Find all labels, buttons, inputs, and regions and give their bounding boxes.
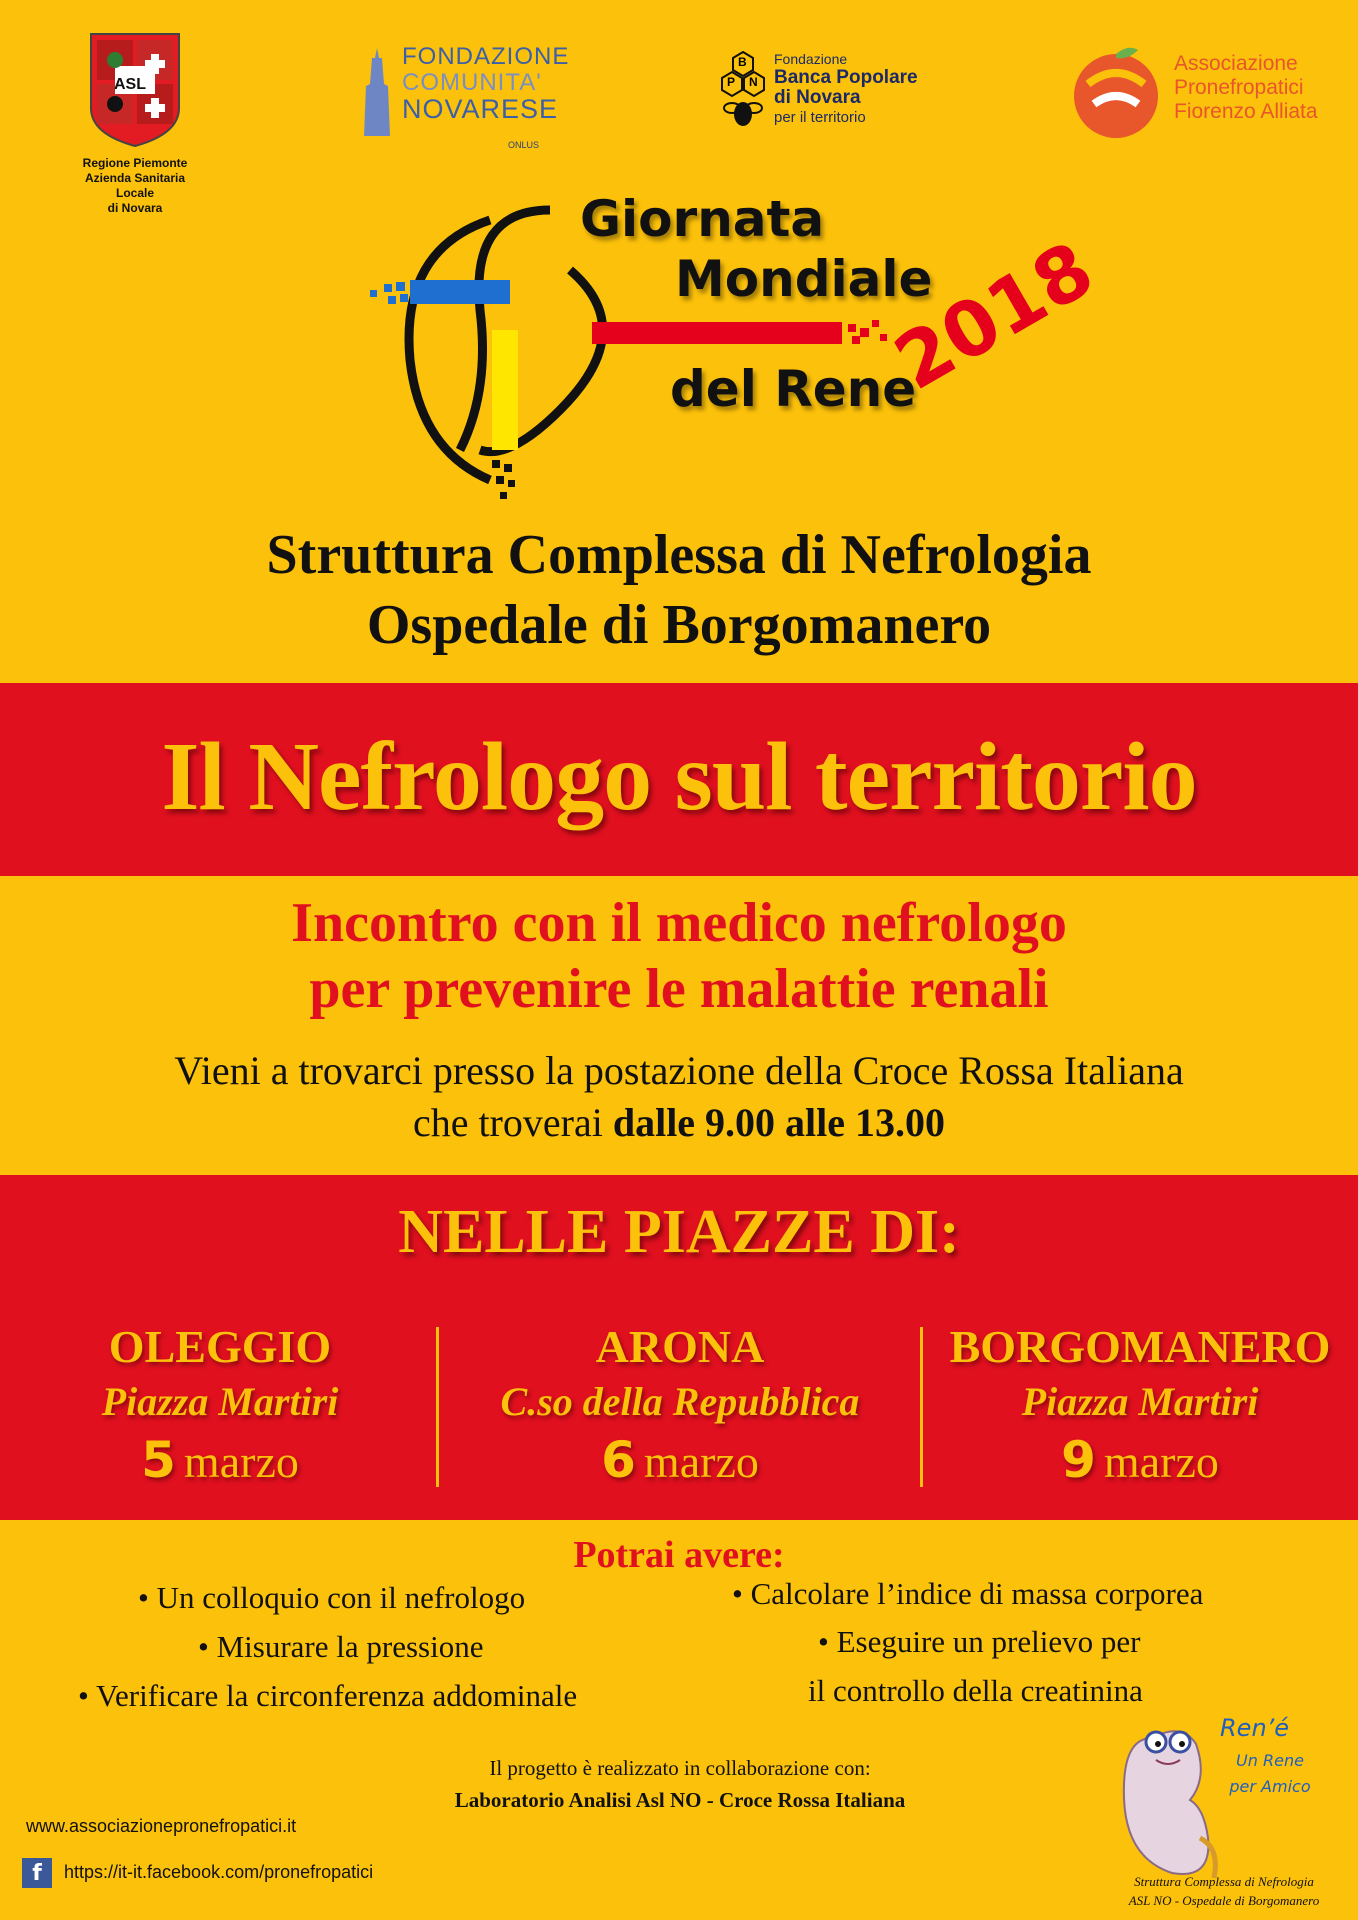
benefit-item: • Verificare la circonferenza addominale <box>78 1678 578 1713</box>
benefit-item: il controllo della creatinina <box>808 1673 1143 1708</box>
collaboration-note: Il progetto è realizzato in collaborazione con: Laboratorio Analisi Asl NO - Croce Rossa Italiana <box>454 1756 906 1812</box>
squares-heading: NELLE PIAZZE DI: <box>398 1198 960 1266</box>
website-link[interactable]: www.associazionepronefropatici.it <box>26 1816 297 1836</box>
asl-logo <box>70 30 200 216</box>
facebook-link[interactable]: https://it-it.facebook.com/pronefropatici <box>64 1862 374 1882</box>
column-divider <box>436 1327 439 1487</box>
location-oleggio: OLEGGIO Piazza Martiri 5 marzo <box>101 1321 339 1489</box>
title-word-mondiale: Mondiale <box>675 250 933 308</box>
main-banner <box>0 683 1358 876</box>
title-word-giornata: Giornata <box>580 190 825 248</box>
location-arona: ARONA C.so della Repubblica 6 marzo <box>500 1321 860 1489</box>
location-borgomanero: BORGOMANERO Piazza Martiri 9 marzo <box>949 1321 1331 1489</box>
bpn-logo: B P N Fondazione Banca Popolare di Novara per il territorio <box>718 50 958 140</box>
title-word-del-rene: del Rene <box>670 360 917 418</box>
column-divider <box>920 1327 923 1487</box>
benefits-heading: Potrai avere: <box>573 1534 785 1576</box>
opening-hours: dalle 9.00 alle 13.00 <box>612 1100 946 1145</box>
footer-credit: Struttura Complessa di Nefrologia ASL NO - Ospedale di Borgomanero <box>1128 1874 1320 1908</box>
benefit-item: • Eseguire un prelievo per <box>818 1624 1141 1659</box>
squares-banner <box>0 1175 1358 1520</box>
tower-icon <box>360 48 394 136</box>
benefit-item: • Misurare la pressione <box>198 1629 484 1664</box>
mascot-name: Ren’é <box>1220 1714 1290 1742</box>
apple-icon <box>1068 44 1164 140</box>
benefit-item: • Calcolare l’indice di massa corporea <box>732 1576 1204 1611</box>
asl-caption: Regione Piemonte Azienda Sanitaria Locale di Novara <box>82 156 188 215</box>
facebook-icon[interactable]: f <box>22 1858 52 1888</box>
associazione-logo: Associazione Pronefropatici Fiorenzo Alliata <box>1068 44 1348 144</box>
organizer-heading: Struttura Complessa di Nefrologia Ospedale di Borgomanero <box>266 524 1092 656</box>
mascot-tagline: Un Rene per Amico <box>1229 1751 1311 1796</box>
event-year: 2018 <box>880 224 1108 408</box>
asl-badge: ASL <box>114 76 146 93</box>
fondazione-comunita-logo: FONDAZIONE COMUNITA' NOVARESE ONLUS <box>360 40 560 150</box>
benefit-item: • Un colloquio con il nefrologo <box>138 1580 526 1615</box>
intro-details: Vieni a trovarci presso la postazione della Croce Rossa Italiana che troverai dalle 9.00 alle 13.00 <box>174 1048 1184 1145</box>
banner-title: Il Nefrologo sul territorio <box>161 723 1197 831</box>
intro-headline: Incontro con il medico nefrologo per prevenire le malattie renali <box>291 892 1067 1020</box>
